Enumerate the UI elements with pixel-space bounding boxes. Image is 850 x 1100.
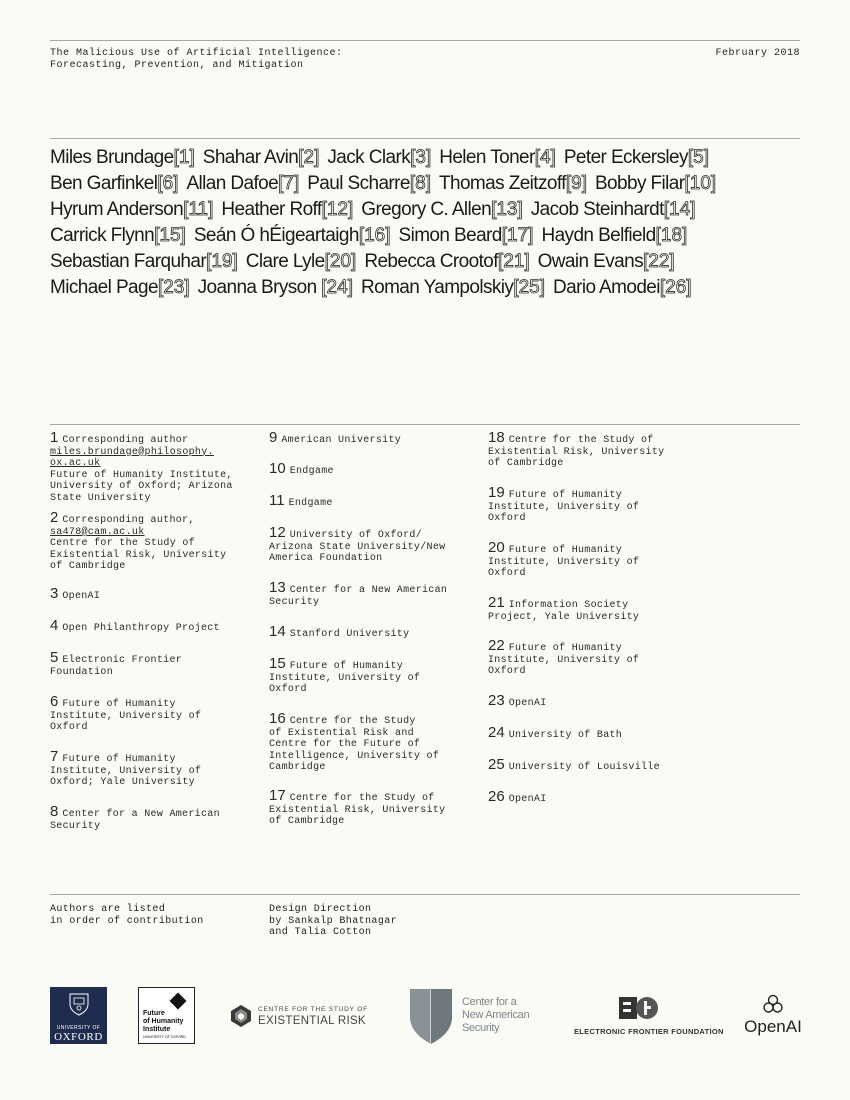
affiliation-text: Security [269,596,320,608]
author-name: Seán Ó hÉigeartaigh [193,225,359,246]
author-ref: [7] [278,173,300,194]
affiliation-entry [488,637,700,678]
author-name: Rebecca Crootof [364,251,498,272]
author [538,251,675,272]
author-ref: [21] [497,251,530,272]
eff-logo-text: ELECTRONIC FRONTIER FOUNDATION [574,1027,724,1036]
diamond-icon [169,992,187,1010]
cnas-shield-icon [408,987,454,1045]
design-credit-line-1: Design Direction [269,904,372,915]
affiliation-text: OpenAI [508,698,547,709]
author-ref: [19] [206,251,238,272]
author-ref: [16] [358,225,391,246]
report-title-line-1: The Malicious Use of Artificial Intelligence: [50,48,343,59]
affiliation-text: Endgame [289,466,334,477]
openai-logo-text: OpenAI [744,1017,802,1036]
author-name: Paul Scharre [307,173,410,194]
affiliation-text: Existential Risk, University [488,446,665,458]
affiliation-text: Endgame [288,498,333,509]
author-ref: [25] [513,277,546,298]
affiliation-entry [488,429,700,470]
author-name: Sebastian Farquhar [50,251,207,272]
affiliation-number: 22 [488,637,505,654]
affiliation-text: of Cambridge [50,561,126,573]
affiliation-text: of Existential Risk and [269,727,414,739]
author [186,173,299,194]
affiliation-text: Information Society [508,600,629,611]
affiliation-text: Stanford University [289,629,410,640]
footer-top-rule [50,894,800,895]
author-order-note-line-1: Authors are listed [50,904,166,915]
author-ref: [14] [663,199,696,220]
affiliation-entry [50,509,262,573]
affiliation-text: Future of Humanity [62,699,176,710]
affiliation-entry [269,492,481,510]
affiliation-number: 20 [488,539,505,556]
design-credit [269,904,397,939]
author-row [50,275,820,301]
author-name: Owain Evans [537,251,643,272]
affiliation-entry [50,748,262,789]
author-ref: [22] [642,251,675,272]
affiliation-text: Corresponding author, [62,515,195,526]
affiliation-number: 8 [50,803,59,820]
author [531,199,696,220]
affiliation-entry [269,579,481,608]
author-row [50,145,820,171]
author-ref: [26] [659,277,692,298]
author-name: Shahar Avin [202,147,299,168]
author [399,225,534,246]
affiliation-text: Corresponding author [62,435,189,446]
author [327,147,431,168]
author [50,225,186,246]
affiliation-number: 19 [488,484,505,501]
author [221,199,353,220]
affiliation-text: Institute, University of [488,556,640,568]
author [439,173,587,194]
author-name: Allan Dafoe [186,173,279,194]
affiliation-text: Existential Risk, University [269,804,446,816]
author [361,277,545,298]
affiliation-text: Centre for the Study [289,716,416,727]
cser-emblem-icon [229,1004,253,1028]
author [50,251,238,272]
affiliation-entry [269,524,481,565]
affiliation-number: 3 [50,585,59,602]
affiliation-number: 26 [488,788,505,805]
affiliation-text: Arizona State University/New [269,541,446,553]
author-ref: [17] [501,225,534,246]
affiliation-text: OpenAI [508,794,547,805]
affiliation-entry [269,787,481,828]
affiliations-top-rule [50,424,800,425]
affiliation-text: Intelligence, University of [269,750,440,762]
author-name: Carrick Flynn [50,225,155,246]
affiliation-entry [488,724,700,742]
affiliation-text: Oxford [50,722,88,734]
affiliation-entry [488,539,700,580]
authors-top-rule [50,138,800,139]
cnas-logo-line-3: Security [462,1022,500,1034]
design-credit-line-2: by Sankalp Bhatnagar [269,915,398,927]
author-name: Dario Amodei [553,277,660,298]
fhi-logo-line-2: of Humanity [143,1018,184,1025]
affiliation-text: Oxford; Yale University [50,777,195,789]
author [564,147,709,168]
affiliation-entry [50,649,262,678]
affiliation-entry [50,617,262,635]
fhi-logo [138,987,195,1044]
design-credit-line-3: and Talia Cotton [269,927,372,939]
affiliation-number: 14 [269,623,286,640]
cser-logo-line-1: CENTRE FOR THE STUDY OF [258,1006,368,1013]
affiliation-email[interactable]: sa478@cam.ac.uk [50,526,145,538]
affiliation-text: Foundation [50,666,114,678]
author-name: Jacob Steinhardt [530,199,664,220]
author [198,277,353,298]
fhi-logo-line-4: UNIVERSITY OF OXFORD [143,1035,186,1039]
author-name: Thomas Zeitzoff [438,173,566,194]
author-ref: [20] [324,251,357,272]
affiliation-number: 21 [488,594,505,611]
author [553,277,692,298]
author [541,225,687,246]
affiliation-entry [269,655,481,696]
author-list [50,145,820,301]
author-name: Bobby Filar [594,173,685,194]
affiliation-number: 25 [488,756,505,773]
affiliation-text: of Cambridge [488,458,564,470]
affiliation-text: Oxford [488,568,526,580]
affiliation-entry [50,803,262,832]
affiliation-entry [269,429,481,447]
author [595,173,716,194]
affiliation-text: Project, Yale University [488,611,640,623]
affiliation-text: Center for a New American [62,809,220,820]
openai-knot-icon [762,994,784,1016]
author-name: Miles Brundage [50,147,174,168]
affiliation-text: America Foundation [269,553,383,565]
affiliation-text: Centre for the Future of [269,739,421,751]
affiliation-text: Future of Humanity [508,545,623,556]
author-order-note [50,904,204,927]
affiliation-number: 2 [50,509,59,526]
affiliation-text: OpenAI [62,591,101,602]
report-date: February 2018 [715,48,800,59]
author-ref: [24] [321,277,353,298]
author-name: Peter Eckersley [563,147,688,168]
author-name: Ben Garfinkel [50,173,158,194]
affiliation-number: 13 [269,579,286,596]
author-ref: [9] [565,173,587,194]
affiliation-entry [488,756,700,774]
affiliation-entry [488,484,700,525]
header-top-rule [50,40,800,41]
affiliation-entry [50,585,262,603]
author-name: Haydn Belfield [541,225,656,246]
author-name: Roman Yampolskiy [360,277,514,298]
affiliation-text: Centre for the Study of [50,538,195,550]
cser-logo-line-2: EXISTENTIAL RISK [258,1015,366,1027]
affiliation-entry [269,460,481,478]
affiliation-text: Electronic Frontier [62,655,183,666]
affiliation-text: University of Bath [508,730,623,741]
affiliation-text: University of Oxford/ [289,530,423,541]
author [246,251,357,272]
author-ref: [1] [173,147,195,168]
author-order-note-line-2: in order of contribution [50,915,204,927]
affiliation-text: Security [50,820,101,832]
affiliation-text: Institute, University of [50,710,202,722]
author [50,199,213,220]
affiliation-text: Future of Humanity Institute, [50,469,233,481]
author [203,147,320,168]
oxford-logo-line-2: OXFORD [54,1031,103,1043]
author-ref: [2] [298,147,320,168]
affiliation-text: Oxford [488,666,526,678]
author-ref: [15] [154,225,186,246]
author-row [50,223,820,249]
affiliation-entry [50,429,262,505]
openai-logo [737,994,809,1038]
affiliation-entry [269,623,481,641]
oxford-crest-icon [68,992,90,1016]
affiliation-text: Future of Humanity [508,490,623,501]
author-name: Hyrum Anderson [50,199,184,220]
cnas-logo-line-2: New American [462,1009,530,1021]
eff-logo [574,995,724,1039]
author-name: Clare Lyle [245,251,325,272]
affiliation-number: 7 [50,748,59,765]
affiliation-text: Existential Risk, University [50,549,227,561]
affiliation-number: 10 [269,460,286,477]
author-row [50,249,820,275]
author [50,173,178,194]
affiliation-number: 1 [50,429,59,446]
author [50,147,195,168]
affiliation-number: 12 [269,524,286,541]
author-name: Jack Clark [327,147,411,168]
affiliation-number: 18 [488,429,505,446]
affiliation-email[interactable]: miles.brundage@philosophy. [50,446,214,458]
affiliation-number: 9 [269,429,278,446]
author [361,199,523,220]
affiliation-text: Centre for the Study of [508,435,654,446]
cnas-logo-line-1: Center for a [462,996,517,1008]
affiliation-text: University of Oxford; Arizona [50,481,233,493]
author [364,251,529,272]
affiliation-text: Open Philanthropy Project [62,623,220,634]
report-title-line-2: Forecasting, Prevention, and Mitigation [50,60,304,71]
author-ref: [18] [655,225,688,246]
affiliation-text: Institute, University of [269,672,421,684]
author-name: Joanna Bryson [197,277,322,298]
affiliation-text: Oxford [269,684,307,696]
affiliation-number: 24 [488,724,505,741]
affiliation-text: Future of Humanity [508,643,623,654]
affiliation-text: Oxford [488,513,526,525]
author-name: Gregory C. Allen [361,199,492,220]
affiliation-number: 11 [269,492,285,509]
affiliation-text: Cambridge [269,762,326,774]
affiliation-entry [269,710,481,774]
affiliation-text: State University [50,492,151,504]
author-ref: [5] [687,147,710,168]
affiliation-number: 16 [269,710,286,727]
author-ref: [4] [534,147,556,168]
author [439,147,556,168]
affiliation-number: 23 [488,692,505,709]
affiliation-entry [488,692,700,710]
affiliation-text: of Cambridge [269,816,345,828]
affiliation-entry [50,693,262,734]
author-ref: [13] [491,199,523,220]
fhi-logo-line-1: Future [143,1010,165,1017]
affiliation-text: Institute, University of [488,501,640,513]
affiliation-number: 15 [269,655,286,672]
affiliation-text: Future of Humanity [62,754,176,765]
affiliation-text: Centre for the Study of [289,793,435,804]
affiliation-text: Future of Humanity [289,661,404,672]
author [194,225,391,246]
author-ref: [12] [321,199,354,220]
report-title [50,48,343,72]
fhi-logo-line-3: Institute [143,1026,171,1033]
affiliation-text: American University [281,435,402,446]
affiliation-number: 4 [50,617,59,634]
author-name: Michael Page [50,277,158,298]
author-row [50,171,820,197]
affiliation-entry [488,594,700,623]
affiliation-email[interactable]: ox.ac.uk [50,458,101,470]
author-row [50,197,820,223]
oxford-logo [50,987,107,1044]
affiliation-number: 5 [50,649,59,666]
author-name: Helen Toner [439,147,535,168]
affiliation-entry [488,788,700,806]
cser-logo [229,1003,374,1031]
affiliation-text: Center for a New American [289,585,448,596]
affiliation-text: Institute, University of [488,654,640,666]
author-ref: [23] [157,277,190,298]
author-name: Simon Beard [398,225,502,246]
author-ref: [8] [409,173,431,194]
affiliation-number: 6 [50,693,59,710]
cnas-logo [408,987,538,1047]
affiliation-text: Institute, University of [50,765,202,777]
author [307,173,431,194]
affiliation-number: 17 [269,787,286,804]
oxford-logo-line-1: UNIVERSITY OF [56,1025,101,1031]
author-ref: [11] [183,199,214,220]
author [50,277,190,298]
author-ref: [6] [157,173,179,194]
author-ref: [3] [410,147,432,168]
author-name: Heather Roff [221,199,322,220]
eff-emblem-icon [617,995,661,1021]
author-ref: [10] [684,173,717,194]
affiliation-text: University of Louisville [508,762,660,773]
